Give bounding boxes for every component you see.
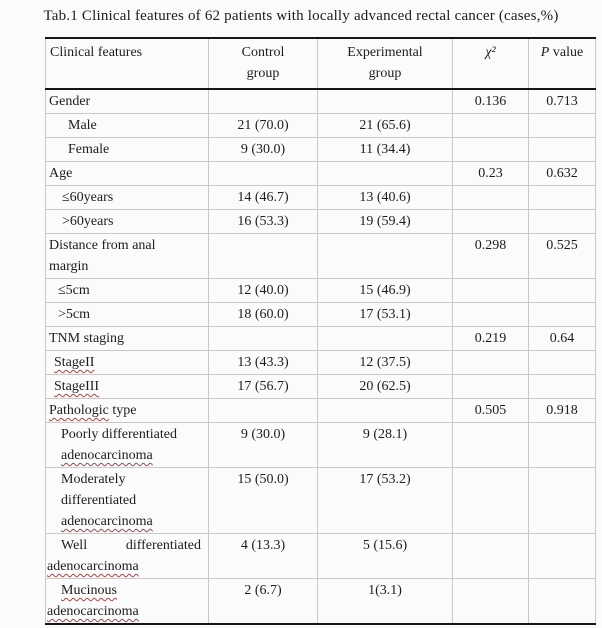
p-value-cell <box>529 210 596 234</box>
table-row-pathologic-type <box>46 399 596 423</box>
column-header-chi-square <box>453 38 529 89</box>
control-group-cell: 21 (70.0) <box>209 114 318 138</box>
control-group-cell: 12 (40.0) <box>209 279 318 303</box>
chi-square-cell <box>453 375 529 399</box>
experimental-group-cell: 13 (40.6) <box>318 186 453 210</box>
feature-label: type <box>108 403 137 418</box>
feature-cell <box>46 351 209 375</box>
chi-square-cell <box>453 423 529 468</box>
header-label: P value <box>540 45 584 60</box>
feature-label: Poorly differentiated <box>61 427 177 442</box>
table-caption: Tab.1 Clinical features of 62 patients with locally advanced rectal cancer (cases,%) <box>43 8 559 24</box>
table-row-distance-anal-margin <box>46 234 596 279</box>
feature-label: ≤60years <box>62 190 114 205</box>
column-header-p-value <box>529 38 596 89</box>
chi-square-cell: 0.136 <box>453 89 529 114</box>
table-row-poorly-differentiated <box>46 423 596 468</box>
header-row <box>46 38 596 89</box>
feature-label-misspelled: Pathologic <box>49 403 109 418</box>
feature-label: differentiated <box>125 538 201 553</box>
feature-cell <box>46 186 209 210</box>
control-group-cell: 17 (56.7) <box>209 375 318 399</box>
experimental-group-cell <box>318 89 453 114</box>
feature-label: >60years <box>62 214 114 229</box>
chi-square-cell <box>453 303 529 327</box>
feature-cell <box>46 375 209 399</box>
p-value-cell <box>529 423 596 468</box>
feature-cell <box>46 114 209 138</box>
column-header-experimental-group <box>318 38 453 89</box>
feature-label-misspelled: adenocarcinoma <box>61 514 153 529</box>
p-value-cell: 0.632 <box>529 162 596 186</box>
table-row-distance-gt5cm <box>46 303 596 327</box>
table-row-well-differentiated <box>46 534 596 579</box>
table-row-distance-le5cm <box>46 279 596 303</box>
table-row-age-gt60 <box>46 210 596 234</box>
chi-square-cell <box>453 468 529 534</box>
feature-cell <box>46 89 209 114</box>
feature-label-misspelled: StageII <box>54 355 95 370</box>
experimental-group-cell: 11 (34.4) <box>318 138 453 162</box>
column-header-control-group <box>209 38 318 89</box>
p-value-cell <box>529 375 596 399</box>
p-value-cell: 0.64 <box>529 327 596 351</box>
feature-label: Male <box>68 118 97 133</box>
control-group-cell <box>209 89 318 114</box>
control-group-cell: 2 (6.7) <box>209 579 318 625</box>
experimental-group-cell <box>318 399 453 423</box>
table-row-age <box>46 162 596 186</box>
chi-square-cell: 0.505 <box>453 399 529 423</box>
table-row-female <box>46 138 596 162</box>
feature-cell <box>46 534 209 579</box>
chi-square-cell <box>453 351 529 375</box>
table-header <box>46 38 596 89</box>
control-group-cell: 4 (13.3) <box>209 534 318 579</box>
p-value-cell <box>529 534 596 579</box>
experimental-group-cell: 19 (59.4) <box>318 210 453 234</box>
p-value-cell <box>529 138 596 162</box>
chi-square-cell <box>453 138 529 162</box>
control-group-cell: 9 (30.0) <box>209 138 318 162</box>
feature-label: Gender <box>49 94 91 109</box>
chi-square-cell <box>453 534 529 579</box>
experimental-group-cell <box>318 234 453 279</box>
header-label: group <box>368 66 402 81</box>
header-label: Experimental <box>347 45 423 60</box>
feature-label: TNM staging <box>49 331 125 346</box>
feature-label: Age <box>49 166 73 181</box>
feature-label: ≤5cm <box>58 283 90 298</box>
feature-label-misspelled: adenocarcinoma <box>47 559 139 574</box>
experimental-group-cell: 17 (53.1) <box>318 303 453 327</box>
p-value-cell: 0.525 <box>529 234 596 279</box>
table-row-tnm-staging <box>46 327 596 351</box>
feature-label: margin <box>49 259 89 274</box>
chi-square-symbol: χ² <box>485 45 496 60</box>
feature-cell <box>46 327 209 351</box>
feature-cell <box>46 579 209 625</box>
feature-cell <box>46 279 209 303</box>
table-row-stage3 <box>46 375 596 399</box>
feature-cell <box>46 210 209 234</box>
feature-label: differentiated <box>61 493 137 508</box>
column-header-clinical-features <box>46 38 209 89</box>
table-body <box>46 89 596 624</box>
feature-label: Moderately <box>61 472 126 487</box>
experimental-group-cell: 1(3.1) <box>318 579 453 625</box>
p-value-cell <box>529 468 596 534</box>
chi-square-cell <box>453 186 529 210</box>
feature-label: >5cm <box>58 307 90 322</box>
feature-cell <box>46 399 209 423</box>
experimental-group-cell: 12 (37.5) <box>318 351 453 375</box>
header-label: Control <box>241 45 285 60</box>
experimental-group-cell: 20 (62.5) <box>318 375 453 399</box>
control-group-cell: 16 (53.3) <box>209 210 318 234</box>
feature-cell <box>46 162 209 186</box>
control-group-cell <box>209 162 318 186</box>
p-value-cell <box>529 351 596 375</box>
table-row-mucinous <box>46 579 596 625</box>
feature-label-misspelled: Mucinous <box>61 583 117 598</box>
feature-label-misspelled: adenocarcinoma <box>61 448 153 463</box>
p-value-cell: 0.713 <box>529 89 596 114</box>
experimental-group-cell: 17 (53.2) <box>318 468 453 534</box>
feature-cell <box>46 303 209 327</box>
feature-cell <box>46 423 209 468</box>
chi-square-cell: 0.298 <box>453 234 529 279</box>
clinical-features-table <box>45 37 596 625</box>
control-group-cell: 9 (30.0) <box>209 423 318 468</box>
control-group-cell: 15 (50.0) <box>209 468 318 534</box>
header-label: Clinical features <box>50 45 143 60</box>
feature-label: Female <box>68 142 110 157</box>
feature-label-misspelled: adenocarcinoma <box>47 604 139 619</box>
chi-square-cell <box>453 279 529 303</box>
experimental-group-cell: 21 (65.6) <box>318 114 453 138</box>
chi-square-cell <box>453 114 529 138</box>
experimental-group-cell: 5 (15.6) <box>318 534 453 579</box>
p-value-cell: 0.918 <box>529 399 596 423</box>
table-row-moderately-differentiated <box>46 468 596 534</box>
experimental-group-cell: 15 (46.9) <box>318 279 453 303</box>
feature-cell <box>46 468 209 534</box>
experimental-group-cell <box>318 327 453 351</box>
p-value-cell <box>529 186 596 210</box>
table-row-gender <box>46 89 596 114</box>
feature-label: Distance from anal <box>49 238 156 253</box>
chi-square-cell <box>453 210 529 234</box>
table-row-stage2 <box>46 351 596 375</box>
control-group-cell <box>209 327 318 351</box>
feature-cell <box>46 234 209 279</box>
table-row-age-le60 <box>46 186 596 210</box>
chi-square-cell <box>453 579 529 625</box>
experimental-group-cell <box>318 162 453 186</box>
p-value-cell <box>529 303 596 327</box>
feature-cell <box>46 138 209 162</box>
control-group-cell <box>209 399 318 423</box>
chi-square-cell: 0.219 <box>453 327 529 351</box>
header-label: group <box>246 66 280 81</box>
experimental-group-cell: 9 (28.1) <box>318 423 453 468</box>
p-value-cell <box>529 579 596 625</box>
control-group-cell: 14 (46.7) <box>209 186 318 210</box>
control-group-cell: 18 (60.0) <box>209 303 318 327</box>
chi-square-cell: 0.23 <box>453 162 529 186</box>
feature-label-misspelled: StageIII <box>54 379 100 394</box>
control-group-cell: 13 (43.3) <box>209 351 318 375</box>
table-row-male <box>46 114 596 138</box>
p-value-cell <box>529 114 596 138</box>
control-group-cell <box>209 234 318 279</box>
p-value-cell <box>529 279 596 303</box>
feature-label: Well <box>61 538 88 553</box>
